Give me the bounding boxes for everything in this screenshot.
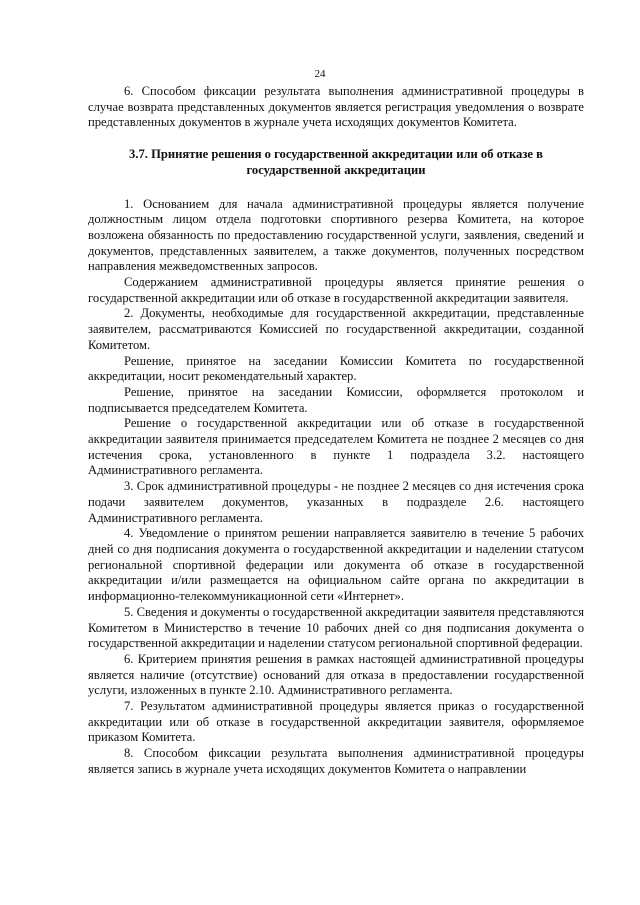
paragraph-8-fixation: 8. Способом фиксации результата выполнения административной процедуры является запись в журнале учета исходящих документов Комитета о направлении: [88, 746, 584, 776]
paragraph-5-information: 5. Сведения и документы о государственной аккредитации заявителя представляются Комитетом в Министерство в течение 10 рабочих дней со дня подписания документа о государственной аккредитации и наделении статусом региональной спортивной федерации.: [88, 604, 584, 651]
paragraph-2-documents: 2. Документы, необходимые для государственной аккредитации, представленные заявителем, рассматриваются Комиссией по государственной аккредитации, созданной Комитетом.: [88, 306, 584, 352]
paragraph-7-result: 7. Результатом административной процедуры является приказ о государственной аккредитации или об отказе в государственной аккредитации заявителя, оформляемое приказом Комитета.: [88, 699, 584, 745]
document-body: [88, 84, 584, 778]
section-heading-3-7: 3.7. Принятие решения о государственной аккредитации или об отказе в государственной аккредитации: [129, 147, 543, 177]
paragraph-4-notification: 4. Уведомление о принятом решении направляется заявителю в течение 5 рабочих дней со дня подписания документа о государственной аккредитации и наделении статусом региональной спортивной федерации или документа об отказе в государственной аккредитации и/или размещается на официальном сайте органа по аккредитации в информационно-телекоммуникационной сети «Интернет».: [88, 526, 584, 604]
paragraph-2-decision: Решение о государственной аккредитации или об отказе в государственной аккредитации заявителя принимается председателем Комитета не позднее 2 месяцев со дня истечения срока, установленного в пункте 1 подраздела 3.2. настоящего Административного регламента.: [88, 416, 584, 478]
paragraph-6-fixation-return: 6. Способом фиксации результата выполнения административной процедуры в случае возврата представленных документов является регистрация уведомления о возврате представленных документов в журнале учета исходящих документов Комитета.: [88, 84, 584, 130]
paragraph-2-protocol: Решение, принятое на заседании Комиссии, оформляется протоколом и подписывается председателем Комитета.: [88, 384, 584, 415]
paragraph-2-recommendation: Решение, принятое на заседании Комиссии Комитета по государственной аккредитации, носит рекомендательный характер.: [88, 353, 584, 384]
paragraph-1-basis: 1. Основанием для начала административной процедуры является получение должностным лицом отдела подготовки спортивного резерва Комитета, на которое возложена обязанность по предоставлению государственной услуги, заявления, сведений и документов, представленных заявителем, а также документов, полученных посредством направления межведомственных запросов.: [88, 196, 584, 274]
paragraph-6-criterion: 6. Критерием принятия решения в рамках настоящей административной процедуры является наличие (отсутствие) оснований для отказа в предоставлении государственной услуги, изложенных в пункте 2.10. Административного регламента.: [88, 651, 584, 698]
page-number: 24: [314, 68, 326, 80]
paragraph-1-content: Содержанием административной процедуры является принятие решения о государственной аккредитации или об отказе в государственной аккредитации заявителя.: [88, 275, 584, 305]
paragraph-3-deadline: 3. Срок административной процедуры - не позднее 2 месяцев со дня истечения срока подачи заявителем документов, указанных в подразделе 2.6. настоящего Административного регламента.: [88, 479, 584, 525]
